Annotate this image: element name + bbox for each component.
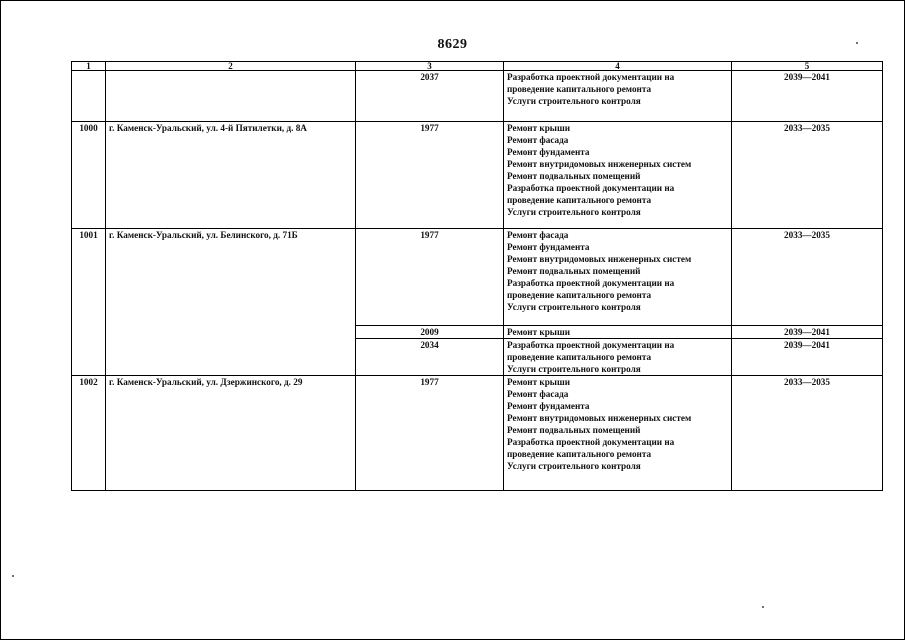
row-number: 1001 [72,229,106,376]
work-item: Ремонт фундамента [507,401,590,411]
work-item: Ремонт крыши [507,377,571,387]
work-item: Разработка проектной документации на [507,72,675,82]
build-year: 2009 [356,326,504,339]
page-number: 8629 [437,37,468,52]
works-list [504,326,732,339]
repair-period: 2039—2041 [732,71,883,122]
table-header-row [72,62,883,71]
table-row [72,122,883,229]
work-item: Ремонт фасада [507,389,569,399]
row-address: г. Каменск-Уральский, ул. Дзержинского, д. 29 [106,376,356,491]
work-item: Ремонт крыши [507,327,571,337]
work-item: Ремонт внутридомовых инженерных систем [507,413,692,423]
work-item: Ремонт фасада [507,135,569,145]
work-item: Ремонт подвальных помещений [507,171,641,181]
row-address [106,71,356,122]
work-item: Ремонт крыши [507,123,571,133]
work-item: Ремонт подвальных помещений [507,425,641,435]
row-number [72,71,106,122]
work-item: проведение капитального ремонта [507,449,652,459]
work-item: Ремонт внутридомовых инженерных систем [507,159,692,169]
work-item: проведение капитального ремонта [507,84,652,94]
work-item: Услуги строительного контроля [507,96,641,106]
work-item: Ремонт фундамента [507,147,590,157]
work-item: Услуги строительного контроля [507,364,641,374]
row-address: г. Каменск-Уральский, ул. 4-й Пятилетки, д. 8А [106,122,356,229]
repair-schedule-table [71,61,883,491]
column-header: 5 [732,62,883,71]
repair-period: 2033—2035 [732,122,883,229]
works-list [504,229,732,326]
build-year: 2037 [356,71,504,122]
column-header: 2 [106,62,356,71]
work-item: Услуги строительного контроля [507,302,641,312]
work-item: Услуги строительного контроля [507,207,641,217]
works-list [504,122,732,229]
work-item: Разработка проектной документации на [507,183,675,193]
work-item: проведение капитального ремонта [507,195,652,205]
work-item: Ремонт фасада [507,230,569,240]
works-list [504,376,732,491]
repair-period: 2039—2041 [732,339,883,376]
repair-period: 2033—2035 [732,229,883,326]
row-address: г. Каменск-Уральский, ул. Белинского, д. 71Б [106,229,356,376]
works-list [504,71,732,122]
work-item: Ремонт подвальных помещений [507,266,641,276]
build-year: 1977 [356,122,504,229]
table-row [72,229,883,326]
repair-period: 2039—2041 [732,326,883,339]
work-item: Услуги строительного контроля [507,461,641,471]
table-row [72,71,883,122]
work-item: Разработка проектной документации на [507,340,675,350]
work-item: проведение капитального ремонта [507,352,652,362]
work-item: Разработка проектной документации на [507,278,675,288]
build-year: 1977 [356,229,504,326]
column-header: 4 [504,62,732,71]
table-row [72,376,883,491]
build-year: 1977 [356,376,504,491]
row-number: 1000 [72,122,106,229]
work-item: Разработка проектной документации на [507,437,675,447]
column-header: 1 [72,62,106,71]
works-list [504,339,732,376]
scan-speck [856,42,858,44]
repair-period: 2033—2035 [732,376,883,491]
scan-speck [12,575,14,577]
work-item: Ремонт фундамента [507,242,590,252]
column-header: 3 [356,62,504,71]
scan-speck [762,606,764,608]
row-number: 1002 [72,376,106,491]
work-item: проведение капитального ремонта [507,290,652,300]
build-year: 2034 [356,339,504,376]
work-item: Ремонт внутридомовых инженерных систем [507,254,692,264]
